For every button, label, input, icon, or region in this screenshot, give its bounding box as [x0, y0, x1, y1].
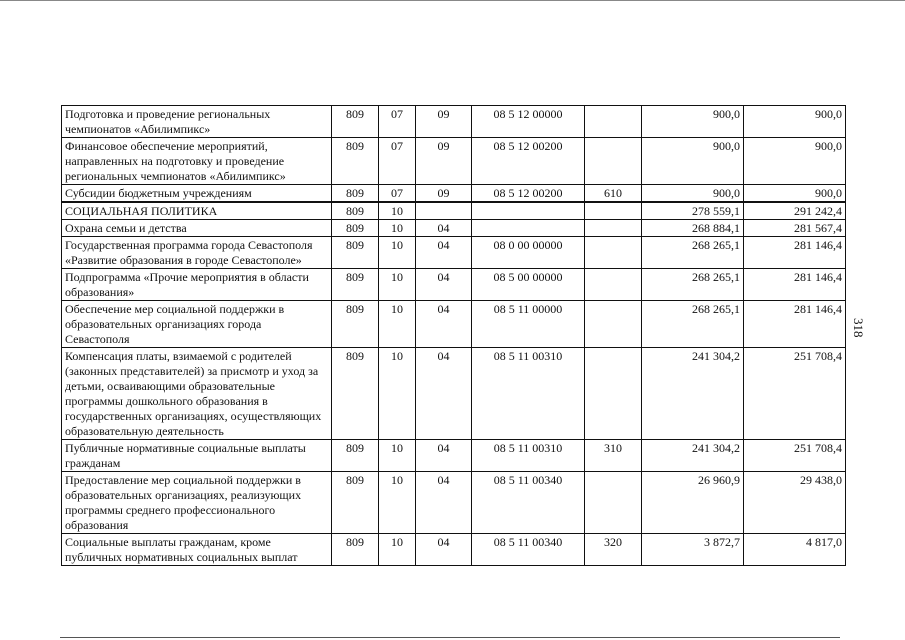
- row-expense-type-code: [585, 202, 642, 220]
- row-section-code: 07: [379, 138, 416, 185]
- row-expense-type-code: [585, 269, 642, 301]
- row-grbs-code: 809: [332, 534, 379, 566]
- row-amount-year2: 281 146,4: [744, 269, 846, 301]
- row-amount-year1: 241 304,2: [642, 440, 744, 472]
- scan-top-edge: [0, 0, 905, 1]
- row-section-code: 07: [379, 185, 416, 203]
- row-amount-year1: 241 304,2: [642, 348, 744, 440]
- row-expense-type-code: [585, 106, 642, 138]
- table-row: [62, 237, 846, 269]
- row-target-article-code: [472, 202, 585, 220]
- row-section-code: 10: [379, 472, 416, 534]
- table-row: [62, 348, 846, 440]
- row-amount-year1: 900,0: [642, 185, 744, 203]
- row-subsection-code: 04: [416, 237, 472, 269]
- row-grbs-code: 809: [332, 138, 379, 185]
- row-amount-year2: 4 817,0: [744, 534, 846, 566]
- row-target-article-code: 08 5 12 00000: [472, 106, 585, 138]
- table-row: [62, 301, 846, 348]
- row-name: Компенсация платы, взимаемой с родителей (законных представителей) за присмотр и уход за детьми, осваивающими образовательные программы дошкольного образования в государственных организациях, осуществляющих образовательную деятельность: [62, 348, 332, 440]
- row-expense-type-code: [585, 301, 642, 348]
- row-section-code: 10: [379, 440, 416, 472]
- row-amount-year2: 281 146,4: [744, 301, 846, 348]
- row-amount-year2: 900,0: [744, 138, 846, 185]
- row-amount-year2: 281 146,4: [744, 237, 846, 269]
- row-target-article-code: 08 5 00 00000: [472, 269, 585, 301]
- row-expense-type-code: [585, 348, 642, 440]
- row-grbs-code: 809: [332, 237, 379, 269]
- row-name: Социальные выплаты гражданам, кроме публичных нормативных социальных выплат: [62, 534, 332, 566]
- row-section-code: 10: [379, 269, 416, 301]
- table-row: [62, 202, 846, 220]
- row-target-article-code: 08 5 11 00340: [472, 534, 585, 566]
- row-amount-year1: 268 884,1: [642, 220, 744, 237]
- row-target-article-code: 08 5 12 00200: [472, 185, 585, 203]
- row-grbs-code: 809: [332, 348, 379, 440]
- scan-bottom-edge: [60, 637, 840, 638]
- row-expense-type-code: 320: [585, 534, 642, 566]
- row-subsection-code: 04: [416, 440, 472, 472]
- row-grbs-code: 809: [332, 220, 379, 237]
- table-row: [62, 138, 846, 185]
- row-name: Финансовое обеспечение мероприятий, направленных на подготовку и проведение региональных чемпионатов «Абилимпикс»: [62, 138, 332, 185]
- row-expense-type-code: [585, 220, 642, 237]
- row-subsection-code: 04: [416, 472, 472, 534]
- row-amount-year2: 251 708,4: [744, 440, 846, 472]
- page-number: 318: [851, 318, 866, 338]
- row-name: Обеспечение мер социальной поддержки в образовательных организациях города Севастополя: [62, 301, 332, 348]
- row-expense-type-code: [585, 138, 642, 185]
- row-amount-year2: 291 242,4: [744, 202, 846, 220]
- row-grbs-code: 809: [332, 269, 379, 301]
- row-name: Охрана семьи и детства: [62, 220, 332, 237]
- row-amount-year1: 3 872,7: [642, 534, 744, 566]
- row-amount-year2: 900,0: [744, 106, 846, 138]
- row-expense-type-code: [585, 472, 642, 534]
- table-row: [62, 534, 846, 566]
- row-grbs-code: 809: [332, 440, 379, 472]
- row-subsection-code: 04: [416, 301, 472, 348]
- row-target-article-code: 08 5 12 00200: [472, 138, 585, 185]
- row-name: Подготовка и проведение региональных чемпионатов «Абилимпикс»: [62, 106, 332, 138]
- row-amount-year1: 268 265,1: [642, 237, 744, 269]
- row-name: Подпрограмма «Прочие мероприятия в области образования»: [62, 269, 332, 301]
- row-subsection-code: 04: [416, 534, 472, 566]
- row-section-code: 10: [379, 202, 416, 220]
- row-grbs-code: 809: [332, 106, 379, 138]
- row-amount-year1: 26 960,9: [642, 472, 744, 534]
- row-section-code: 10: [379, 237, 416, 269]
- row-amount-year2: 251 708,4: [744, 348, 846, 440]
- row-subsection-code: 09: [416, 106, 472, 138]
- row-name: Предоставление мер социальной поддержки в образовательных организациях, реализующих программы среднего профессионального образования: [62, 472, 332, 534]
- row-subsection-code: 04: [416, 220, 472, 237]
- row-target-article-code: 08 5 11 00310: [472, 440, 585, 472]
- row-name: Субсидии бюджетным учреждениям: [62, 185, 332, 203]
- row-grbs-code: 809: [332, 185, 379, 203]
- row-subsection-code: 09: [416, 138, 472, 185]
- row-subsection-code: 04: [416, 348, 472, 440]
- row-section-code: 10: [379, 220, 416, 237]
- row-grbs-code: 809: [332, 472, 379, 534]
- budget-table: [61, 105, 846, 566]
- table-row: [62, 220, 846, 237]
- row-target-article-code: 08 5 11 00310: [472, 348, 585, 440]
- row-expense-type-code: 310: [585, 440, 642, 472]
- table-row: [62, 472, 846, 534]
- row-target-article-code: [472, 220, 585, 237]
- row-subsection-code: 09: [416, 185, 472, 203]
- row-expense-type-code: 610: [585, 185, 642, 203]
- table-row: [62, 440, 846, 472]
- row-expense-type-code: [585, 237, 642, 269]
- row-amount-year1: 900,0: [642, 106, 744, 138]
- table-row: [62, 106, 846, 138]
- row-grbs-code: 809: [332, 301, 379, 348]
- row-section-code: 10: [379, 348, 416, 440]
- row-name: Публичные нормативные социальные выплаты гражданам: [62, 440, 332, 472]
- row-amount-year1: 268 265,1: [642, 269, 744, 301]
- row-subsection-code: [416, 202, 472, 220]
- row-amount-year2: 900,0: [744, 185, 846, 203]
- row-section-code: 07: [379, 106, 416, 138]
- row-target-article-code: 08 5 11 00000: [472, 301, 585, 348]
- row-amount-year2: 29 438,0: [744, 472, 846, 534]
- row-name: СОЦИАЛЬНАЯ ПОЛИТИКА: [62, 202, 332, 220]
- row-amount-year2: 281 567,4: [744, 220, 846, 237]
- table-row: [62, 185, 846, 203]
- row-amount-year1: 278 559,1: [642, 202, 744, 220]
- row-name: Государственная программа города Севастополя «Развитие образования в городе Севастополе»: [62, 237, 332, 269]
- row-target-article-code: 08 0 00 00000: [472, 237, 585, 269]
- row-subsection-code: 04: [416, 269, 472, 301]
- row-amount-year1: 268 265,1: [642, 301, 744, 348]
- row-grbs-code: 809: [332, 202, 379, 220]
- row-section-code: 10: [379, 534, 416, 566]
- row-section-code: 10: [379, 301, 416, 348]
- row-amount-year1: 900,0: [642, 138, 744, 185]
- row-target-article-code: 08 5 11 00340: [472, 472, 585, 534]
- table-row: [62, 269, 846, 301]
